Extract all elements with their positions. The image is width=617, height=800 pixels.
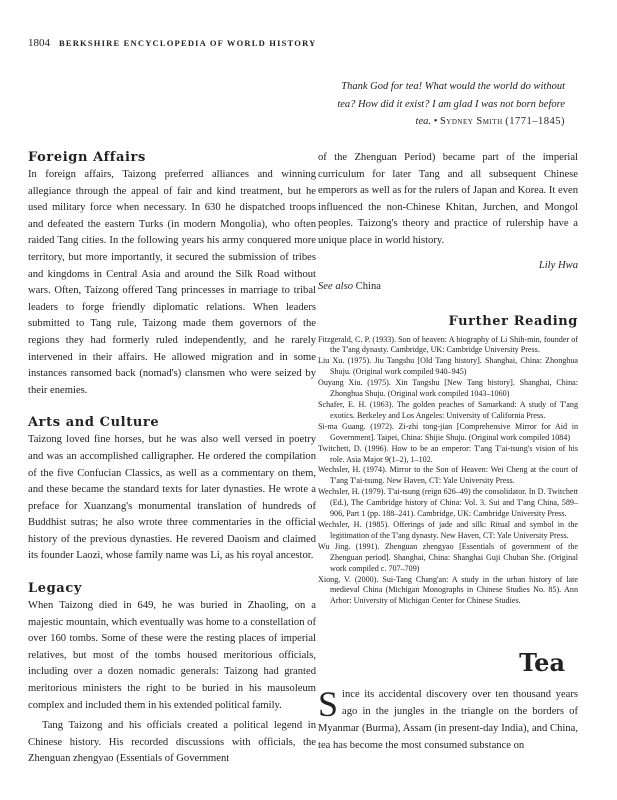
see-also-link[interactable]: China — [355, 280, 381, 292]
right-column — [318, 150, 578, 607]
running-head — [28, 37, 316, 49]
see-also — [318, 281, 578, 292]
reference-item: Wu Jing. (1991). Zhenguan zhengyao [Essentials of government of the Zhenguan period]. Shanghai, China: Shanghai Guji Chuban She. (Original work compiled c. 707–709) — [318, 541, 578, 573]
article-title-tea: Tea — [519, 648, 565, 677]
reference-item: Wechsler, H. (1979). T'ai-tsung (reign 626–49) the consolidator. In D. Twitchett (Ed.), The Cambridge history of China: Vol. 3. Sui and T'ang China, 589–906, Part 1 (pp. 188–241). Cambridge, UK: Cambridge University Press. — [318, 487, 578, 519]
reference-item: Xiong, V. (2000). Sui-Tang Chang'an: A study in the urban history of late medieval China (Michigan Monographs in Chinese Studies No. 85). Ann Arbor: University of Michigan Center for Chinese Studies. — [318, 574, 578, 606]
epigraph-years: (1771–1845) — [505, 116, 565, 127]
tea-article-opening — [318, 686, 578, 754]
page-number: 1804 — [28, 37, 50, 49]
reference-item: Wechsler, H. (1985). Offerings of jade and silk: Ritual and symbol in the legitimation of the T'ang dynasty. New Haven, CT: Yale University Press. — [318, 519, 578, 540]
paragraph-arts-culture: Taizong loved fine horses, but he was also well versed in poetry and was an accomplished calligrapher. He ordered the compilation of the five Confucian Classics, as well as a commentary on them, and these became the standard texts for later dynasties. He wrote a preface for Xuanzang's monumental translation of hundreds of Buddhist sutras; he also wrote three commentaries in the official history of the previous dynasties. He revered Daoism and claimed its founder Laozi, whose family name was Li, as his royal ancestor. — [28, 434, 316, 562]
paragraph-continuation: of the Zhenguan Period) became part of the imperial curriculum for later Tang and all subsequent Chinese emperors as well as for the rulers of Japan and Korea. It even influenced the non-Chinese Khitan, Jurchen, and Mongol peoples. Taizong's theory and practice of rulership have a unique place in world history. — [318, 152, 578, 246]
heading-arts-culture: Arts and Culture — [28, 415, 160, 431]
reference-item: Schafer, E. H. (1963). The golden peaches of Samarkand: A study of T'ang exotics. Berkeley and Los Angeles: University of California Press. — [318, 400, 578, 420]
reference-item: Si-ma Guang. (1972). Zi-zhi tong-jian [Comprehensive Mirror for Aid in Government]. Taipei, China: Shijie Shuju. (Original work compiled 1084) — [318, 421, 578, 442]
see-also-label: See also — [318, 280, 354, 292]
drop-cap: S — [318, 684, 339, 724]
paragraph-legacy-1: When Taizong died in 649, he was buried in Zhaoling, on a majestic mountain, which eventually was home to a constellation of over 160 tombs. Some of these were the resting places of imperial relatives, but most of the tombs housed meritorious officials, including over a dozen nomadic generals: Taizong had granted meritorious ministers the right to be buried in his mausoleum complex and included them in his extended political family. — [28, 600, 316, 711]
epigraph-bullet: • — [433, 116, 438, 127]
book-title: BERKSHIRE ENCYCLOPEDIA OF WORLD HISTORY — [58, 38, 317, 48]
heading-foreign-affairs: Foreign Affairs — [28, 150, 146, 165]
tea-opening-text: ince its accidental discovery over ten thousand years ago in the jungles in the triangle on the borders of Myanmar (Burma), Assam (in present-day India), and China, tea has become the most consumed substance on — [318, 689, 578, 751]
paragraph-legacy-2: Tang Taizong and his officials created a political legend in Chinese history. His recorded discussions with officials, the Zhenguan zhengyao (Essentials of Government — [28, 720, 316, 765]
reference-item: Wechsler, H. (1974). Mirror to the Son of Heaven: Wei Cheng at the court of T'ang T'ai-tsung. New Haven, CT: Yale University Press. — [318, 465, 578, 486]
further-reading-heading: Further Reading — [448, 313, 578, 329]
epigraph — [325, 78, 565, 131]
reference-item: Fitzgerald, C. P. (1933). Son of heaven: A biography of Li Shih-min, founder of the T'ang dynasty. Cambridge, UK: Cambridge University Press. — [318, 334, 578, 355]
epigraph-quote: Thank God for tea! What would the world do without tea? How did it exist? I am glad I was not born before tea. — [337, 81, 565, 127]
reference-item: Liu Xu. (1975). Jiu Tangshu [Old Tang history]. Shanghai, China: Zhonghua Shuju. (Original work compiled 940–945) — [318, 356, 578, 377]
reference-item: Ouyang Xiu. (1975). Xin Tangshu [New Tang history]. Shanghai, China: Zhonghua Shuju. (Original work compiled 1043–1060) — [318, 378, 578, 399]
article-author: Lily Hwa — [538, 259, 578, 271]
left-column — [28, 150, 316, 768]
paragraph-foreign-affairs: In foreign affairs, Taizong preferred alliances and winning allegiance through the appeal of fair and kind treatment, but he used military force when necessary. In 630 he dispatched troops and defeated the eastern Turks (in modern Mongolia), who often raided Tang cities. In the following years his army conquered more territory, but more importantly, it secured the submission of tribes and kingdoms in Central Asia and around the Silk Road without wars. Often, Taizong offered Tang princesses in marriage to tribal leaders to forge friendly diplomatic relations. When leaders submitted to Tang rule, Taizong made them governors of the regions they had formerly ruled independently, and he rarely intervened in their affairs. He allowed migration and in some instances ransomed back (nomad's) clansmen who were seized by their enemies. — [28, 169, 316, 396]
further-reading-list — [318, 335, 578, 608]
epigraph-author: Sydney Smith — [439, 116, 503, 127]
reference-item: Twitchett, D. (1996). How to be an emperor: T'ang T'ai-tsung's vision of his role. Asia Major 9(1–2), 1–102. — [318, 443, 578, 464]
heading-legacy: Legacy — [28, 581, 82, 597]
